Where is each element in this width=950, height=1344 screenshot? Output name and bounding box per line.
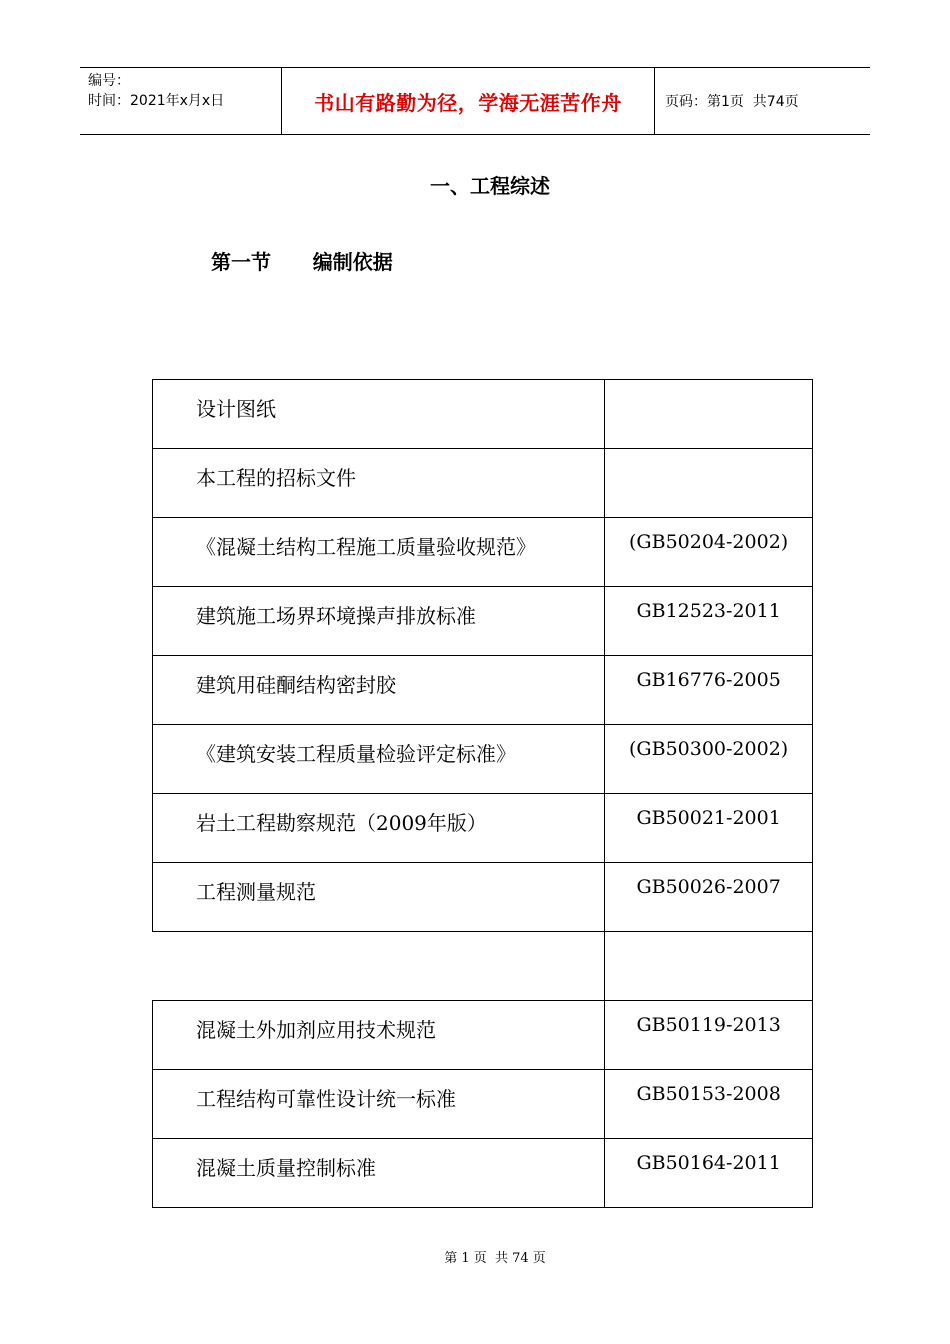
reference-code [605,932,813,1001]
reference-name: 《建筑安装工程质量检验评定标准》 [153,725,605,794]
page-header [80,67,870,135]
reference-code: GB50153-2008 [605,1070,813,1139]
table-row [153,794,813,863]
table-row [153,863,813,932]
header-page-info: 页码：第1页 共74页 [665,94,799,110]
reference-name: 《混凝土结构工程施工质量验收规范》 [153,518,605,587]
reference-name: 岩土工程勘察规范（2009年版） [153,794,605,863]
time-label: 时间：2021年x月x日 [88,93,225,109]
table-row [153,1001,813,1070]
reference-code: GB12523-2011 [605,587,813,656]
reference-code: GB50164-2011 [605,1139,813,1208]
table-row-blank [153,932,813,1001]
reference-name: 混凝土外加剂应用技术规范 [153,1001,605,1070]
table-row [153,587,813,656]
table-row [153,1139,813,1208]
table-row [153,725,813,794]
document-title: 一、工程综述 [430,174,550,198]
reference-code: GB50021-2001 [605,794,813,863]
reference-name: 混凝土质量控制标准 [153,1139,605,1208]
table-row [153,1070,813,1139]
header-motto: 书山有路勤为径，学海无涯苦作舟 [282,68,655,134]
reference-name: 建筑施工场界环境操声排放标准 [153,587,605,656]
number-label: 编号： [88,73,130,89]
reference-code [605,380,813,449]
reference-code: GB50026-2007 [605,863,813,932]
section-title: 第一节 编制依据 [211,250,393,274]
table-row [153,449,813,518]
table-row [153,380,813,449]
reference-code: (GB50204-2002) [605,518,813,587]
reference-name: 本工程的招标文件 [153,449,605,518]
reference-name: 建筑用硅酮结构密封胶 [153,656,605,725]
reference-name: 工程结构可靠性设计统一标准 [153,1070,605,1139]
reference-code: (GB50300-2002) [605,725,813,794]
reference-name [153,932,605,1001]
page-footer: 第 1 页 共 74 页 [444,1251,546,1266]
reference-code: GB50119-2013 [605,1001,813,1070]
reference-code [605,449,813,518]
header-meta [80,68,282,134]
table-row [153,518,813,587]
reference-code: GB16776-2005 [605,656,813,725]
reference-name: 工程测量规范 [153,863,605,932]
reference-table [152,379,813,1208]
table-row [153,656,813,725]
reference-name: 设计图纸 [153,380,605,449]
